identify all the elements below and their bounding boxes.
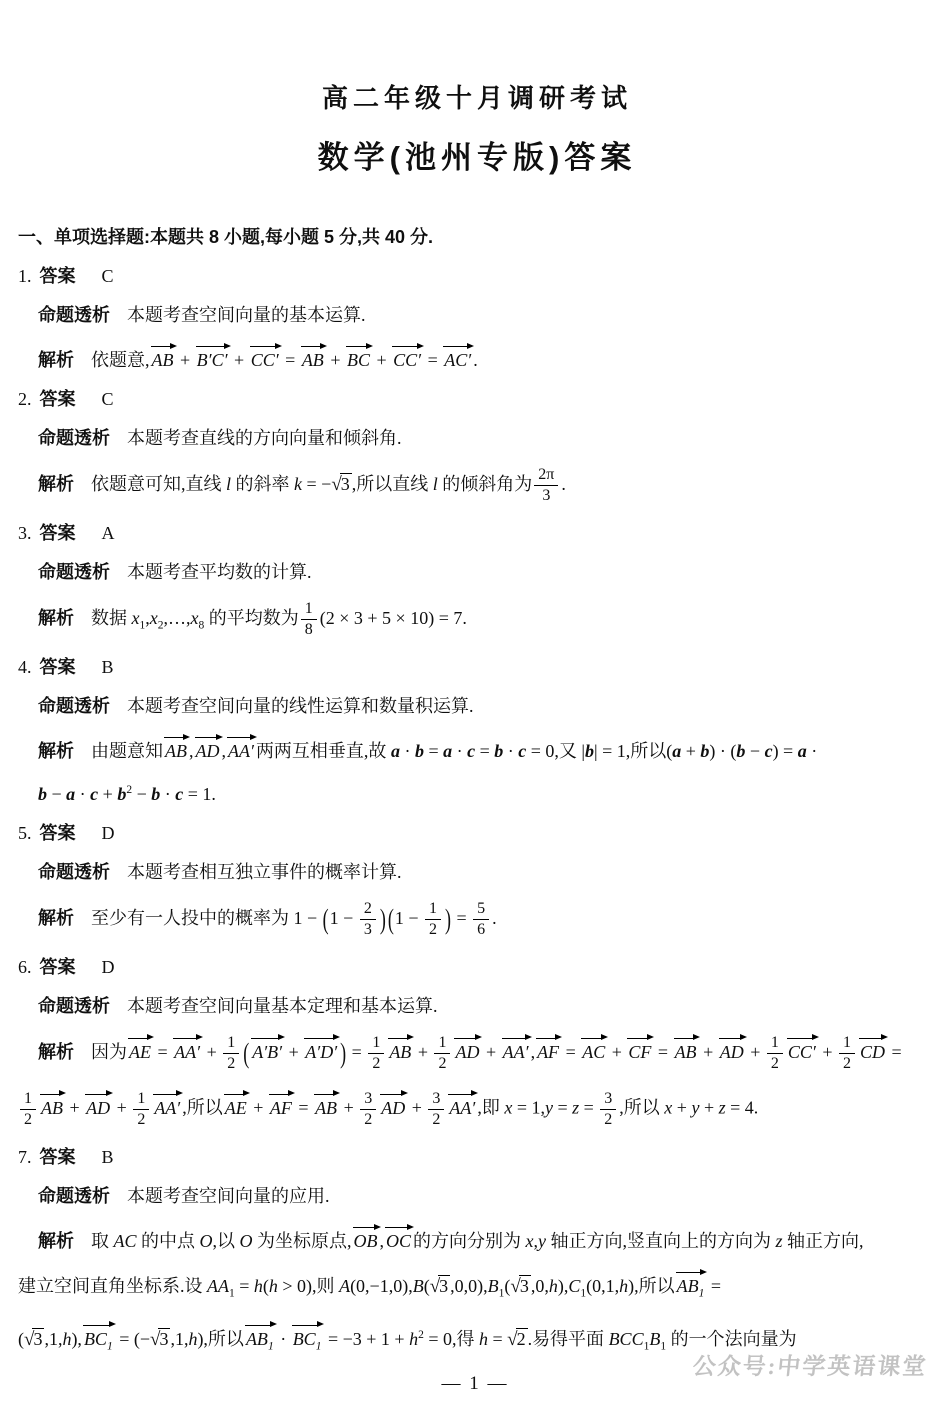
question-6 xyxy=(18,956,936,1129)
answer-label: 答案 xyxy=(39,266,76,287)
solution-text: 因为 AE = AA′ + $\frac{1}{2}$ ( A′B′ + A′D′ ) = $\frac{1}{2}$ AB + $\frac{1}{2}$ AD + AA′ , AF = AC + CF = AB + AD + $\frac{1}{2}$ CC′ + $\frac{1}{2}$ CD = xyxy=(91,1034,902,1073)
solution-line xyxy=(38,343,936,371)
analysis-line xyxy=(38,304,936,326)
analysis-line xyxy=(38,995,936,1017)
solution-line xyxy=(38,600,936,639)
answer-label: 答案 xyxy=(39,1147,76,1168)
solution-label: 解析 xyxy=(38,907,74,928)
question-number: 7. xyxy=(18,1147,32,1168)
solution-label: 解析 xyxy=(38,350,74,371)
question-number: 6. xyxy=(18,957,32,978)
solution-label: 解析 xyxy=(38,1231,74,1252)
answer-line xyxy=(18,956,936,978)
solution-text: 依题意可知,直线 l 的斜率 k = −√3 ,所以直线 l 的倾斜角为 $\frac{2\pi}{3}$ . xyxy=(91,466,566,505)
page-title: 高二年级十月调研考试 xyxy=(321,83,632,113)
question-3 xyxy=(18,522,936,639)
analysis-line xyxy=(38,561,936,583)
solution-text: 由题意知 AB , AD , AA′ 两两互相垂直,故 a · b = a · c = b · c = 0,又 |b| = 1,所以(a + b) · (b − c) = a · xyxy=(91,741,818,762)
answer-value: B xyxy=(101,1147,114,1168)
answer-line xyxy=(18,1146,936,1168)
answer-value: D xyxy=(101,957,115,978)
analysis-text: 本题考查空间向量的基本运算. xyxy=(127,305,366,326)
question-number: 1. xyxy=(18,266,32,287)
solution-continuation-line: 建立空间直角坐标系.设 $AA_1 = h(h > 0)$,则 A(0,−1,0),B(√3 $,0,0),B_1(√3$ $,0,h),C_1(0,1,h)$,所以 $AB_1$ = xyxy=(18,1276,721,1300)
solution-label: 解析 xyxy=(38,741,74,762)
analysis-text: 本题考查空间向量基本定理和基本运算. xyxy=(127,996,438,1017)
answer-label: 答案 xyxy=(39,523,76,544)
solution-text: 数据 $x_1,x_2,\dots,x_8$ 的平均数为 $\frac{1}{8}$ (2 × 3 + 5 × 10) = 7. xyxy=(91,600,467,639)
solution-label: 解析 xyxy=(38,473,74,494)
solution-line xyxy=(38,1034,936,1073)
question-number: 3. xyxy=(18,523,32,544)
answer-label: 答案 xyxy=(39,957,76,978)
answer-value: A xyxy=(101,523,115,544)
solution-text: 依题意, AB + B′C′ + CC′ = AB + BC + CC′ = AC′ . xyxy=(91,350,478,371)
question-number: 4. xyxy=(18,657,32,678)
analysis-label: 命题透析 xyxy=(38,562,110,583)
solution-label: 解析 xyxy=(38,1041,74,1062)
analysis-line xyxy=(38,1185,936,1207)
question-4 xyxy=(18,656,936,805)
answer-line xyxy=(18,656,936,678)
analysis-line xyxy=(38,427,936,449)
answer-label: 答案 xyxy=(39,657,76,678)
solution-continuation-line: $\frac{1}{2}$ AB + AD + $\frac{1}{2}$ AA′ ,所以 AE + AF = AB + $\frac{3}{2}$ AD + $\frac{3}{2}$ AA′ ,即 x = 1,y = z = $\frac{3}{2}$ ,所以 x + y + z = 4. xyxy=(18,1090,936,1129)
analysis-line xyxy=(38,861,936,883)
solution-line xyxy=(38,900,936,939)
answer-line xyxy=(18,822,936,844)
solution-text: 取 AC 的中点 O,以 O 为坐标原点, OB , OC 的方向分别为 x,y 轴正方向,竖直向上的方向为 z 轴正方向, xyxy=(91,1231,864,1252)
analysis-text: 本题考查直线的方向向量和倾斜角. xyxy=(127,428,402,449)
question-number: 5. xyxy=(18,823,32,844)
solution-line xyxy=(38,734,936,762)
analysis-text: 本题考查空间向量的应用. xyxy=(127,1186,330,1207)
solution-continuation-line: (√3 ,1,h), $BC_1 = (-√3$ ,1,h),所以 $AB_1 \cdot BC_1 = -3 + 1 + h^2 = 0$,得 h = √2 .易得平面 $BCC_1B_1$ 的一个法向量为 xyxy=(18,1328,797,1353)
question-2 xyxy=(18,388,936,505)
answer-value: D xyxy=(101,823,115,844)
analysis-label: 命题透析 xyxy=(38,862,110,883)
question-5 xyxy=(18,822,936,939)
answer-line xyxy=(18,265,936,287)
solution-line xyxy=(38,1224,936,1252)
analysis-text: 本题考查空间向量的线性运算和数量积运算. xyxy=(127,696,474,717)
solution-text: 至少有一人投中的概率为 1 − (1 − $\frac{2}{3}$ ) (1 − $\frac{1}{2}$ ) = $\frac{5}{6}$ . xyxy=(91,900,497,939)
question-7 xyxy=(18,1146,936,1357)
answer-line xyxy=(18,388,936,410)
analysis-text: 本题考查平均数的计算. xyxy=(127,562,312,583)
answer-value: B xyxy=(101,657,114,678)
page-subtitle: 数学(池州专版)答案 xyxy=(317,139,637,175)
answer-value: C xyxy=(101,266,114,287)
question-1 xyxy=(18,265,936,371)
solution-continuation-line: $b - a \cdot c + b^2 - b \cdot c = 1$. xyxy=(38,784,216,805)
answer-label: 答案 xyxy=(39,823,76,844)
page-number: — 1 — xyxy=(441,1373,509,1394)
analysis-text: 本题考查相互独立事件的概率计算. xyxy=(127,862,402,883)
solution-label: 解析 xyxy=(38,607,74,628)
analysis-label: 命题透析 xyxy=(38,696,110,717)
answer-line xyxy=(18,522,936,544)
analysis-label: 命题透析 xyxy=(38,1186,110,1207)
analysis-label: 命题透析 xyxy=(38,428,110,449)
watermark: 公众号:中学英语课堂 xyxy=(691,1354,929,1379)
analysis-label: 命题透析 xyxy=(38,305,110,326)
solution-line xyxy=(38,466,936,505)
analysis-label: 命题透析 xyxy=(38,996,110,1017)
analysis-line xyxy=(38,695,936,717)
answer-value: C xyxy=(101,389,114,410)
question-number: 2. xyxy=(18,389,32,410)
section-header: 一、单项选择题:本题共 8 小题,每小题 5 分,共 40 分. xyxy=(18,226,434,247)
answer-label: 答案 xyxy=(39,389,76,410)
